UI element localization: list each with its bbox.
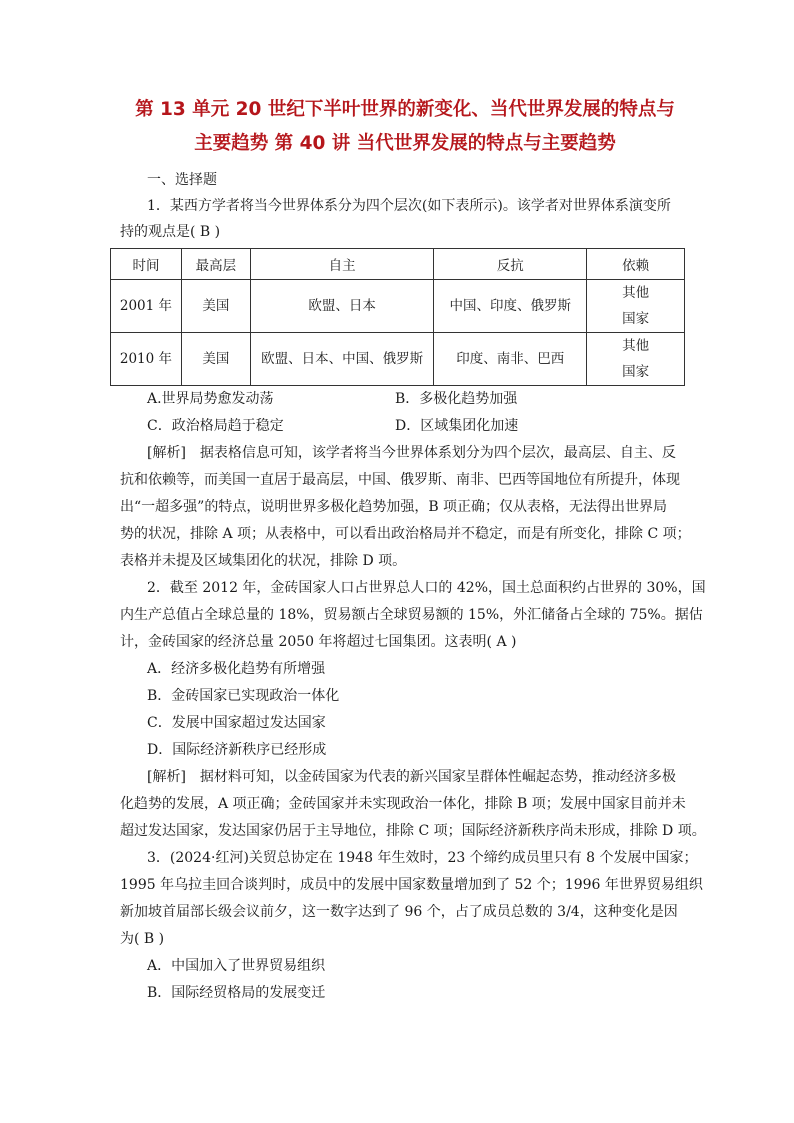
table-row	[111, 333, 685, 386]
section-heading: 一、选择题	[147, 172, 217, 188]
table-cell-time: 2010 年	[111, 333, 182, 386]
q2-stem-line: 2．截至 2012 年，金砖国家人口占世界总人口的 42%，国土总面积约占世界的 30%，国	[147, 580, 706, 596]
dependent-text-1: 其他	[622, 285, 650, 301]
table-cell-autonomous: 欧盟、日本	[250, 280, 434, 333]
q1-option-a: A.世界局势愈发动荡	[147, 391, 274, 407]
table-header-cell: 自主	[250, 249, 434, 280]
table-cell-dependent	[587, 280, 685, 333]
dependent-text-1: 其他	[622, 338, 650, 354]
document-title-line-1: 第 13 单元 20 世纪下半叶世界的新变化、当代世界发展的特点与	[135, 99, 675, 120]
q2-option-c: C．发展中国家超过发达国家	[147, 715, 326, 731]
q1-stem-line-1: 1．某西方学者将当今世界体系分为四个层次(如下表所示)。该学者对世界体系演变所	[147, 198, 671, 214]
q2-analysis-line: 超过发达国家，发达国家仍居于主导地位，排除 C 项；国际经济新秩序尚未形成，排除 D 项。	[120, 823, 706, 839]
table-header-cell: 时间	[111, 249, 182, 280]
table-header-cell: 反抗	[434, 249, 587, 280]
q2-analysis-line: 化趋势的发展，A 项正确；金砖国家并未实现政治一体化，排除 B 项；发展中国家目前并未	[120, 796, 686, 812]
dependent-text-2: 国家	[622, 311, 650, 327]
table-cell-time: 2001 年	[111, 280, 182, 333]
table-header-cell: 依赖	[587, 249, 685, 280]
q2-option-d: D．国际经济新秩序已经形成	[147, 742, 327, 758]
q2-analysis-line: [解析] 据材料可知，以金砖国家为代表的新兴国家呈群体性崛起态势，推动经济多极	[147, 769, 676, 785]
q1-analysis-line: 势的状况，排除 A 项；从表格中，可以看出政治格局并不稳定，而是有所变化，排除 C 项；	[120, 526, 691, 542]
q2-option-a: A．经济多极化趋势有所增强	[147, 661, 326, 677]
q1-stem-line-2: 持的观点是( B )	[120, 224, 221, 240]
table-cell-top: 美国	[181, 333, 250, 386]
q1-option-d: D．区域集团化加速	[395, 418, 519, 434]
q3-stem-line: 新加坡首届部长级会议前夕，这一数字达到了 96 个，占了成员总数的 3/4，这种变化是因	[120, 904, 678, 920]
q1-option-b: B．多极化趋势加强	[395, 391, 518, 407]
table-header-row	[111, 249, 685, 280]
q1-analysis-line: 出“一超多强”的特点，说明世界多极化趋势加强，B 项正确；仅从表格，无法得出世界局	[120, 499, 668, 515]
q3-option-b: B．国际经贸格局的发展变迁	[147, 985, 326, 1001]
q1-analysis-line: 表格并未提及区域集团化的状况，排除 D 项。	[120, 553, 407, 569]
q1-analysis-line: [解析] 据表格信息可知，该学者将当今世界体系划分为四个层次，最高层、自主、反	[147, 445, 676, 461]
q3-stem-line: 为( B )	[120, 931, 165, 947]
dependent-text-2: 国家	[622, 364, 650, 380]
table-cell-autonomous: 欧盟、日本、中国、俄罗斯	[250, 333, 434, 386]
table-header-cell: 最高层	[181, 249, 250, 280]
q2-stem-line: 计，金砖国家的经济总量 2050 年将超过七国集团。这表明( A )	[120, 634, 517, 650]
q2-option-b: B．金砖国家已实现政治一体化	[147, 688, 340, 704]
document-title-line-2: 主要趋势 第 40 讲 当代世界发展的特点与主要趋势	[194, 133, 616, 154]
q2-stem-line: 内生产总值占全球总量的 18%，贸易额占全球贸易额的 15%，外汇储备占全球的 75%。据估	[120, 607, 703, 623]
table-cell-top: 美国	[181, 280, 250, 333]
table-cell-resist: 印度、南非、巴西	[434, 333, 587, 386]
q1-data-table	[110, 248, 685, 386]
table-cell-dependent	[587, 333, 685, 386]
q3-stem-line: 3．(2024·红河)关贸总协定在 1948 年生效时，23 个缔约成员里只有 8 个发展中国家；	[147, 850, 698, 866]
q1-option-c: C．政治格局趋于稳定	[147, 418, 284, 434]
table-cell-resist: 中国、印度、俄罗斯	[434, 280, 587, 333]
table-row	[111, 280, 685, 333]
q3-stem-line: 1995 年乌拉圭回合谈判时，成员中的发展中国家数量增加到了 52 个；1996 年世界贸易组织	[120, 877, 703, 893]
q1-analysis-line: 抗和依赖等，而美国一直居于最高层，中国、俄罗斯、南非、巴西等国地位有所提升，体现	[120, 472, 680, 488]
q3-option-a: A．中国加入了世界贸易组织	[147, 958, 326, 974]
